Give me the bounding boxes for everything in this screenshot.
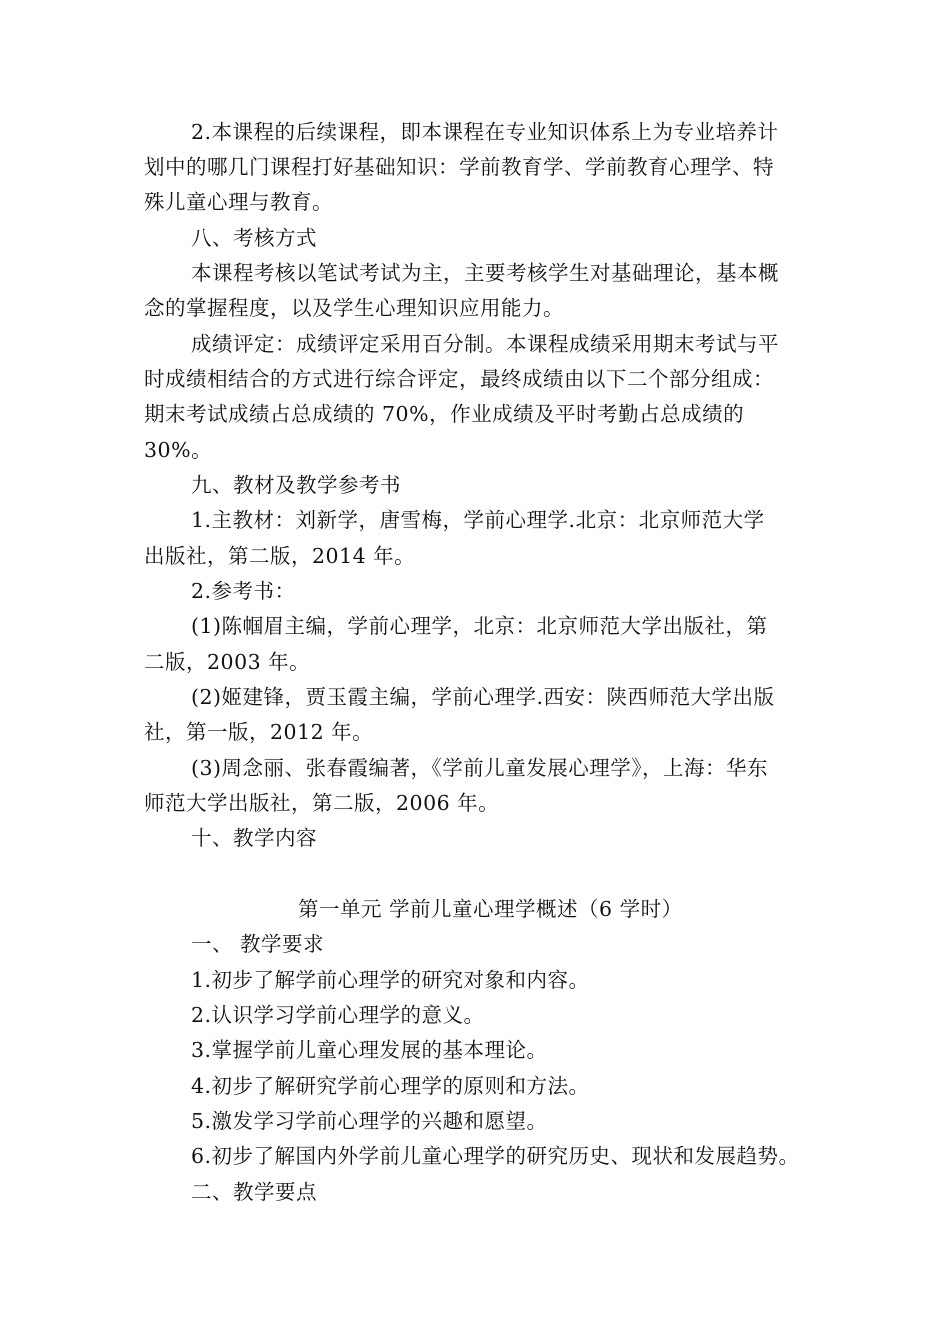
section-heading: 十、教学内容 <box>191 826 317 850</box>
paragraph-line: 时成绩相结合的方式进行综合评定，最终成绩由以下二个部分组成： <box>144 367 774 391</box>
reference-item: (3)周念丽、张春霞编著，《学前儿童发展心理学》，上海：华东 <box>191 756 769 780</box>
list-item: 4.初步了解研究学前心理学的原则和方法。 <box>191 1074 590 1098</box>
list-item: 2.认识学习学前心理学的意义。 <box>191 1003 485 1027</box>
reference-item: (2)姬建锋，贾玉霞主编，学前心理学.西安：陕西师范大学出版 <box>191 685 775 709</box>
reference-item: 二版，2003 年。 <box>144 650 311 674</box>
section-heading: 九、教材及教学参考书 <box>191 473 401 497</box>
paragraph-line: 出版社，第二版，2014 年。 <box>144 544 416 568</box>
paragraph-line: 本课程考核以笔试考试为主，主要考核学生对基础理论，基本概 <box>191 261 779 285</box>
paragraph-line: 30%。 <box>144 438 213 462</box>
reference-item: 社，第一版，2012 年。 <box>144 720 374 744</box>
subsection-heading: 一、 教学要求 <box>191 932 325 956</box>
reference-item: 师范大学出版社，第二版，2006 年。 <box>144 791 500 815</box>
paragraph-line: 殊儿童心理与教育。 <box>144 190 333 214</box>
list-item: 5.激发学习学前心理学的兴趣和愿望。 <box>191 1109 548 1133</box>
paragraph-line: 成绩评定：成绩评定采用百分制。本课程成绩采用期末考试与平 <box>191 332 779 356</box>
list-item: 3.掌握学前儿童心理发展的基本理论。 <box>191 1038 548 1062</box>
paragraph-line: 期末考试成绩占总成绩的 70%，作业成绩及平时考勤占总成绩的 <box>144 402 745 426</box>
paragraph-line: 2.本课程的后续课程，即本课程在专业知识体系上为专业培养计 <box>191 120 779 144</box>
unit-title: 第一单元 学前儿童心理学概述（6 学时） <box>298 897 683 921</box>
section-heading: 八、考核方式 <box>191 226 317 250</box>
paragraph-line: 念的掌握程度，以及学生心理知识应用能力。 <box>144 296 564 320</box>
reference-item: (1)陈帼眉主编，学前心理学，北京：北京师范大学出版社，第 <box>191 614 768 638</box>
subsection-heading: 二、教学要点 <box>191 1180 317 1204</box>
list-item: 6.初步了解国内外学前儿童心理学的研究历史、现状和发展趋势。 <box>191 1144 800 1168</box>
paragraph-line: 1.主教材：刘新学，唐雪梅，学前心理学.北京：北京师范大学 <box>191 508 765 532</box>
paragraph-line: 划中的哪几门课程打好基础知识：学前教育学、学前教育心理学、特 <box>144 155 774 179</box>
list-item: 1.初步了解学前心理学的研究对象和内容。 <box>191 968 590 992</box>
paragraph-line: 2.参考书： <box>191 579 296 603</box>
